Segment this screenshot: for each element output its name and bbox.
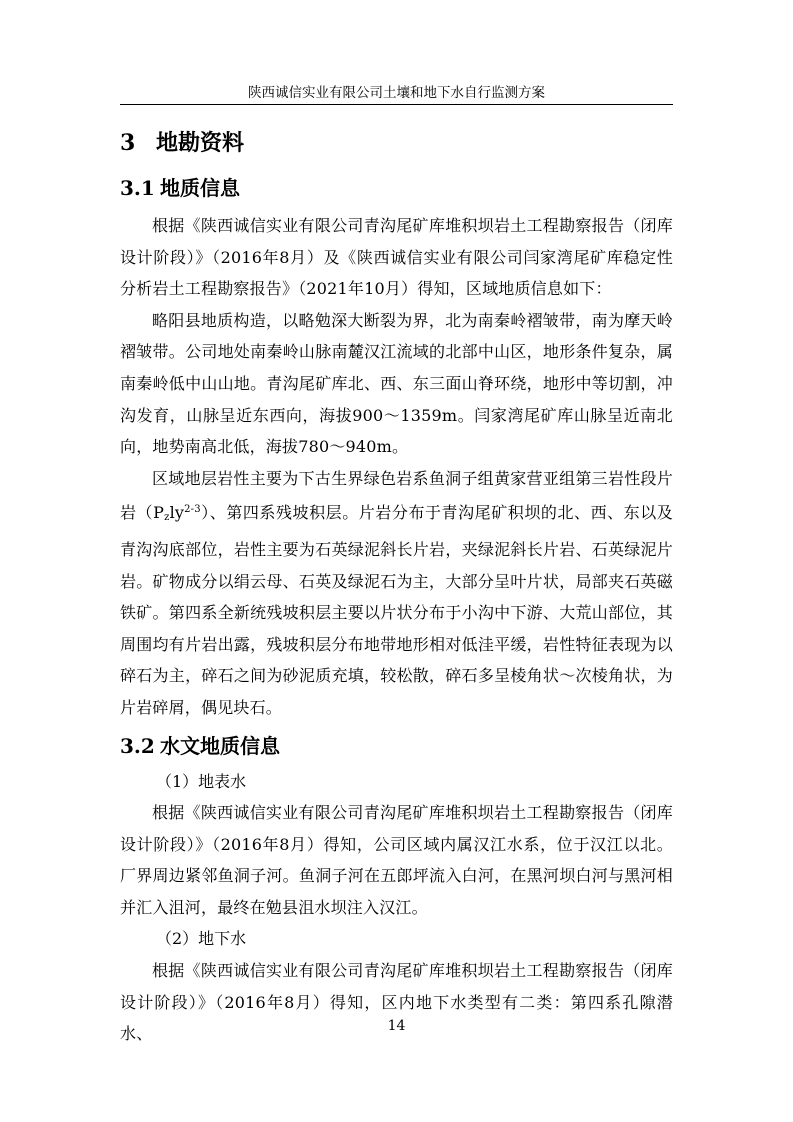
paragraph: 根据《陕西诚信实业有限公司青沟尾矿库堆积坝岩土工程勘察报告（闭库设计阶段）》（2016年8月）得知，公司区域内属汉江水系，位于汉江以北。厂界周边紧邻鱼洞子河。鱼洞子河在五郎坪流入白河，在黑河坝白河与黑河相并汇入沮河，最终在勉县沮水坝注入汉江。 [120,803,673,917]
page-number: 14 [387,1018,406,1034]
text-run: ly [169,503,185,523]
subscript: z [164,512,170,524]
paragraph: 略阳县地质构造，以略勉深大断裂为界，北为南秦岭褶皱带，南为摩天岭褶皱带。公司地处南秦岭山脉南麓汉江流域的北部中山区，地形条件复杂，属南秦岭低中山山地。青沟尾矿库北、西、东三面山脊环绕，地形中等切割，冲沟发育，山脉呈近东西向，海拔900～1359m。闫家湾尾矿库山脉呈近南北向，地势南高北低，海拔780～940m。 [120,310,673,457]
paragraph: 根据《陕西诚信实业有限公司青沟尾矿库堆积坝岩土工程勘察报告（闭库设计阶段）》（2016年8月）得知，区内地下水类型有二类：第四系孔隙潜水、 [120,961,673,1044]
list-item-groundwater: （2）地下水 [156,929,247,949]
section-heading-3-1 [120,172,673,204]
section-title: 水文地质信息 [160,733,280,758]
list-item-surface-water: （1）地表水 [156,771,247,791]
paragraph: 根据《陕西诚信实业有限公司青沟尾矿库堆积坝岩土工程勘察报告（闭库设计阶段）》（2016年8月）及《陕西诚信实业有限公司闫家湾尾矿库稳定性分析岩土工程勘察报告》（2021年10月）得知，区域地质信息如下： [120,216,673,299]
running-header: 陕西诚信实业有限公司土壤和地下水自行监测方案 [248,85,545,101]
header-rule [120,104,673,105]
page-body [120,126,673,1050]
section-number: 3.2 [120,733,155,758]
text-run: 区域地层岩性主要为下古生界绿色岩系鱼洞子组黄家营亚组第三岩性段片岩（P [120,468,673,523]
superscript: 2-3 [184,504,201,516]
paragraph-strata [120,463,673,724]
section-number: 3.1 [120,176,155,200]
section-heading-3-2 [120,730,673,762]
section-title: 地勘资料 [156,130,245,156]
section-title: 地质信息 [160,176,240,200]
text-run: ）、第四系残坡积层。片岩分布于青沟尾矿积坝的北、西、东以及青沟沟底部位，岩性主要为石英绿泥斜长片岩，夹绿泥斜长片岩、石英绿泥片岩。矿物成分以绢云母、石英及绿泥石为主，大部分呈叶片状，局部夹石英磁铁矿。第四系全新统残坡积层主要以片状分布于小沟中下游、大荒山部位，其周围均有片岩出露，残坡积层分布地带地形相对低洼平缓，岩性特征表现为以碎石为主，碎石之间为砂泥质充填，较松散，碎石多呈棱角状～次棱角状，为片岩碎屑，偶见块石。 [120,503,673,717]
section-number: 3 [120,130,136,156]
section-heading-3 [120,126,673,160]
